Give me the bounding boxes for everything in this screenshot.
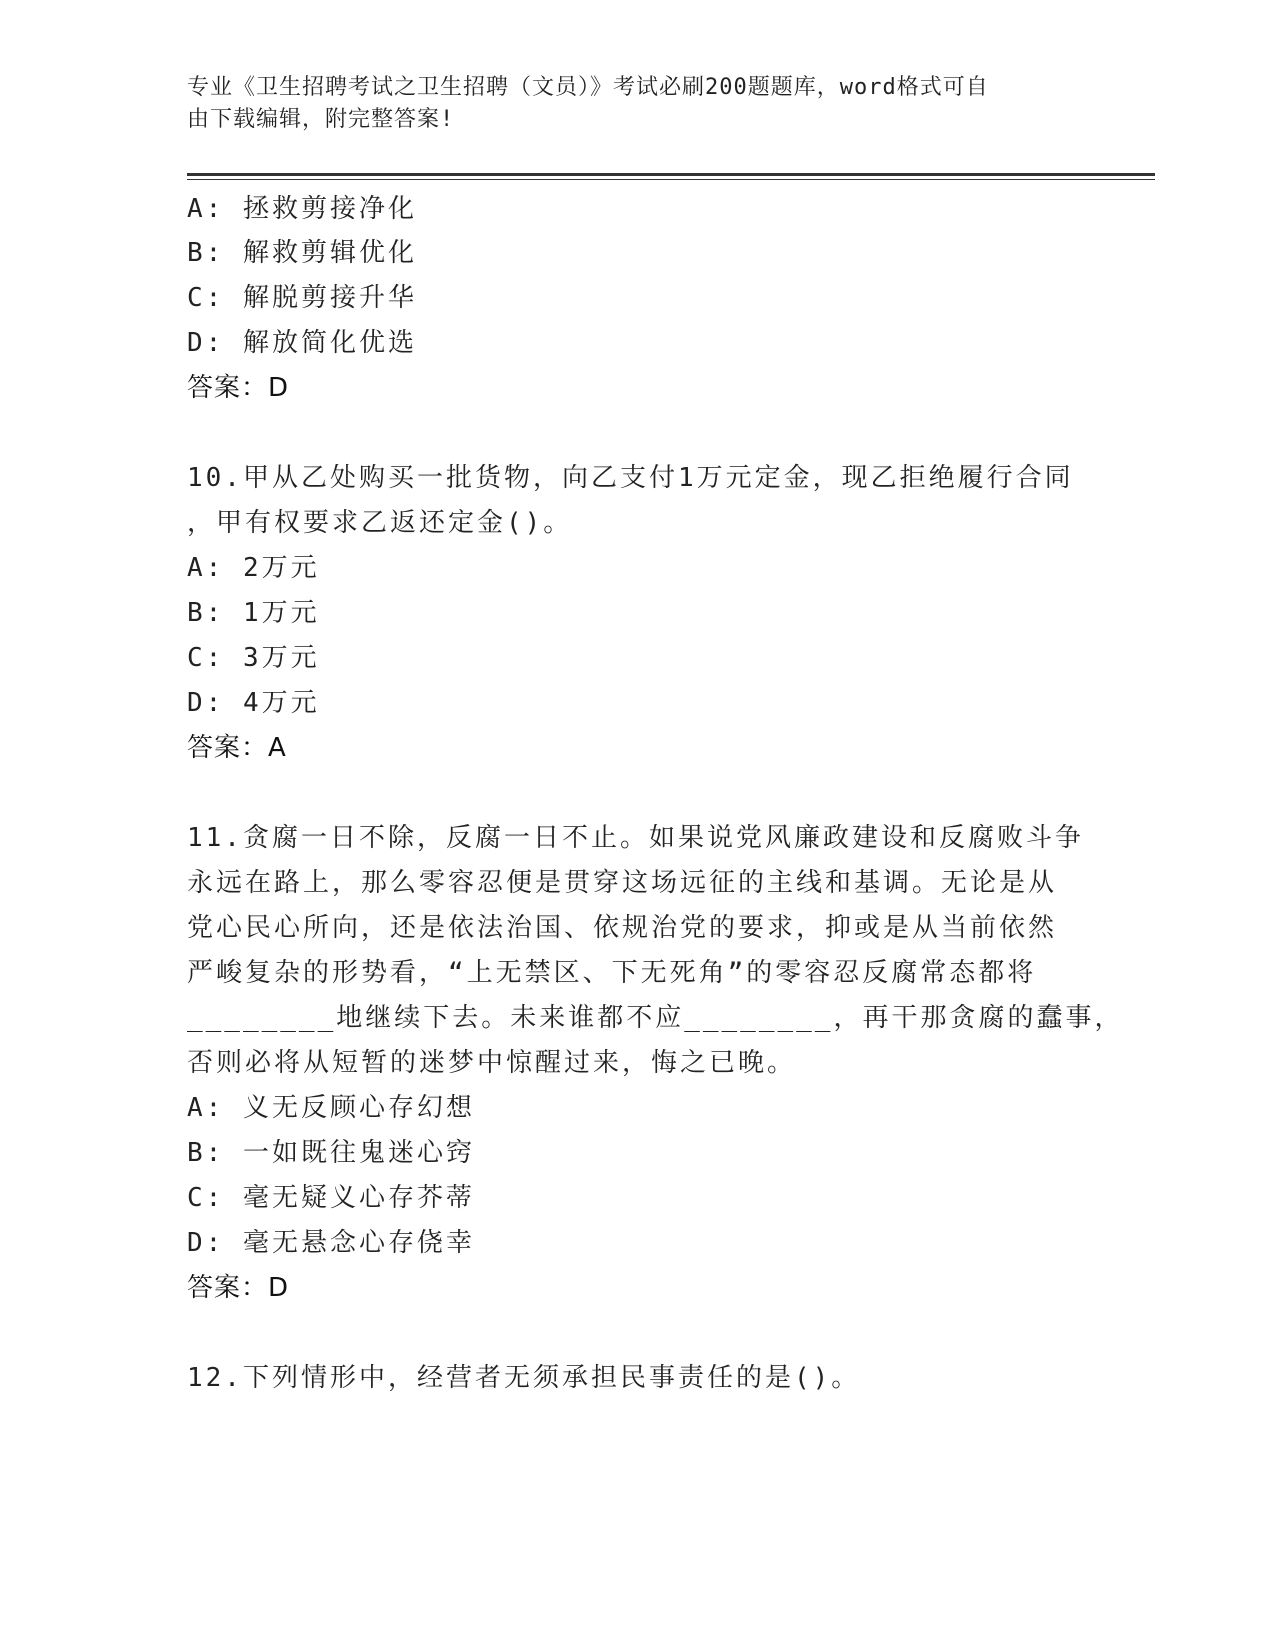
q10-answer: 答案：A (187, 733, 287, 763)
q11-option-a: A: 义无反顾心存幻想 (187, 1093, 475, 1123)
q9-option-b: B: 解救剪辑优化 (187, 238, 417, 268)
q11-option-d: D: 毫无悬念心存侥幸 (187, 1228, 475, 1258)
q11-stem-line-1: 11.贪腐一日不除，反腐一日不止。如果说党风廉政建设和反腐败斗争 (187, 823, 1084, 853)
q9-answer: 答案：D (187, 373, 290, 403)
q12-stem-line-1: 12.下列情形中，经营者无须承担民事责任的是()。 (187, 1363, 861, 1393)
header-divider-thick (187, 173, 1155, 176)
q9-option-d: D: 解放简化优选 (187, 328, 417, 358)
q11-stem-line-4: 严峻复杂的形势看，“上无禁区、下无死角”的零容忍反腐常态都将 (187, 958, 1037, 988)
q11-answer: 答案：D (187, 1273, 290, 1303)
q10-stem-line-2: ，甲有权要求乙返还定金()。 (187, 508, 573, 538)
document-header (187, 72, 1087, 136)
q11-stem-line-3: 党心民心所向，还是依法治国、依规治党的要求，抑或是从当前依然 (187, 913, 1058, 943)
q11-option-b: B: 一如既往鬼迷心窍 (187, 1138, 475, 1168)
q10-option-b: B: 1万元 (187, 598, 320, 628)
q11-option-c: C: 毫无疑义心存芥蒂 (187, 1183, 475, 1213)
q11-stem-line-2: 永远在路上，那么零容忍便是贯穿这场远征的主线和基调。无论是从 (187, 868, 1058, 898)
header-divider-thin (187, 179, 1155, 180)
q10-option-d: D: 4万元 (187, 688, 320, 718)
q9-option-a: A: 拯救剪接净化 (187, 194, 417, 224)
q9-option-c: C: 解脱剪接升华 (187, 283, 417, 313)
q10-stem-line-1: 10.甲从乙处购买一批货物，向乙支付1万元定金，现乙拒绝履行合同 (187, 463, 1074, 493)
header-line-1: 专业《卫生招聘考试之卫生招聘（文员）》考试必刷200题题库，word格式可自 (187, 75, 989, 100)
q10-option-c: C: 3万元 (187, 643, 320, 673)
header-line-2: 由下载编辑，附完整答案! (187, 107, 455, 132)
q11-stem-line-5: ________地继续下去。未来谁都不应________，再干那贪腐的蠢事， (187, 1003, 1124, 1033)
q11-stem-line-6: 否则必将从短暂的迷梦中惊醒过来，悔之已晚。 (187, 1048, 797, 1078)
q10-option-a: A: 2万元 (187, 553, 320, 583)
